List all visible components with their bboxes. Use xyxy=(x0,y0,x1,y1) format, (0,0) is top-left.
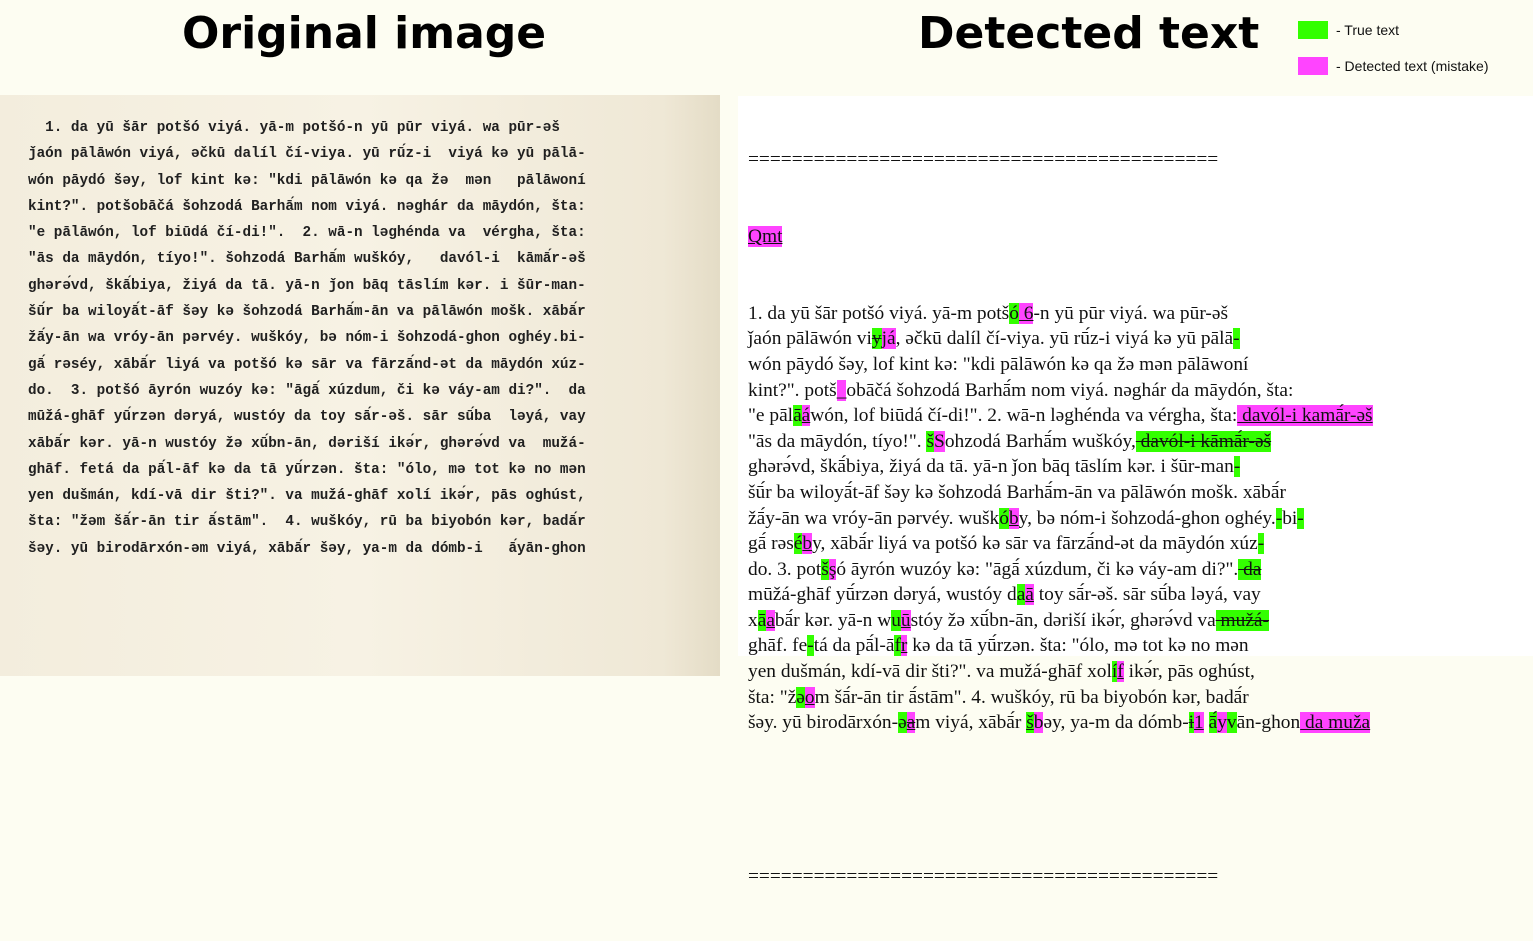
mistake-highlight: da muža xyxy=(1300,712,1371,734)
text-segment: , əčkū dalíl čí-viya. yū rū́z-i viyá kə yū pālā xyxy=(895,328,1234,350)
separator-top: =========================================== xyxy=(748,149,1219,171)
mistake-highlight: á xyxy=(801,405,811,427)
detected-line xyxy=(748,608,1528,634)
detected-text-body xyxy=(748,96,1528,941)
true-text-highlight: a xyxy=(1016,584,1026,606)
text-segment: obāčá šohzodá Barhā́m nom viyá. nəghár da māydón, šta: xyxy=(846,379,1294,401)
legend-true-label: - True text xyxy=(1336,22,1400,38)
detected-text-panel xyxy=(738,96,1533,887)
text-segment: wón pāydó šəy, lof kint kə: "kdi pālāwón kə qa žə mən pālāwoní xyxy=(748,353,1249,375)
original-scan-image xyxy=(0,95,720,676)
mistake-highlight: o xyxy=(804,686,815,708)
text-segment: x xyxy=(748,609,758,631)
detected-line xyxy=(748,710,1528,736)
mistake-highlight: S xyxy=(934,430,945,452)
true-text-highlight: y xyxy=(871,328,882,350)
mistake-highlight: 1 xyxy=(1194,712,1204,734)
original-line: do. 3. potšó āyrón wuzóy kə: "āgā́ xúzdum, či kə váy-am di?". da xyxy=(28,382,586,399)
true-text-highlight: davól-i kāmā́r-əš xyxy=(1135,430,1272,452)
true-text-highlight: é xyxy=(793,533,803,555)
true-text-highlight: ā́ xyxy=(1208,712,1218,734)
true-text-highlight: ó xyxy=(999,507,1009,529)
legend-true-swatch xyxy=(1298,21,1328,39)
text-segment: yen dušmán, kdí-vā dir šti?". va mužá-ghāf xol xyxy=(748,661,1112,683)
detected-header: Qmt xyxy=(748,225,783,247)
text-segment: wón, lof biūdá čí-di!". 2. wā-n ləghénda va vérgha, šta: xyxy=(810,405,1238,427)
legend-mistake-text xyxy=(1298,57,1489,75)
detected-line xyxy=(748,531,1528,557)
text-segment: bi xyxy=(1282,507,1298,529)
true-text-highlight: - xyxy=(1233,328,1240,350)
text-segment: ǰaón pālāwón vi xyxy=(748,328,872,350)
mistake-highlight: b xyxy=(1008,507,1019,529)
legend-mistake-label: - Detected text (mistake) xyxy=(1336,58,1489,74)
original-line: xābā́r kər. yā-n wustóy žə xū́bn-ān, dəriší ikə́r, ghərə́vd va mužá- xyxy=(28,435,586,452)
original-line: mūžá-ghāf yū́rzən dəryá, wustóy da toy sā́r-əš. sār sū́ba ləyá, vay xyxy=(28,409,586,426)
true-text-highlight: i xyxy=(1188,712,1195,734)
detected-line xyxy=(748,378,1528,404)
detected-line xyxy=(748,582,1528,608)
text-segment: "e pāl xyxy=(748,405,794,427)
original-line: šta: "žəm šā́r-ān tir ā́stām". 4. wuškóy, rū ba biyobón kər, badā́r xyxy=(28,514,586,531)
true-text-highlight: mužá- xyxy=(1215,609,1269,631)
detected-line xyxy=(748,685,1528,711)
original-line: ghərə́vd, škā́biya, žiyá da tā. yā-n ǰon bāq tāslím kər. i šūr-man- xyxy=(28,277,586,294)
text-segment: 1. da yū šār potšó viyá. yā-m potš xyxy=(748,302,1010,324)
true-text-highlight: ó xyxy=(1009,302,1019,324)
text-segment: bā́r kər. yā-n w xyxy=(774,609,892,631)
mistake-highlight: b xyxy=(1033,712,1044,734)
original-line: gā́ rəséy, xābā́r liyá va potšó kə sār va fārzā́nd-ət da māydón xúz- xyxy=(28,356,586,373)
header-line xyxy=(748,224,1528,250)
true-text-highlight: u xyxy=(891,609,901,631)
mistake-highlight: y xyxy=(1217,712,1227,734)
mistake-highlight: ş xyxy=(828,558,837,580)
original-line: ǰaón pālāwón viyá, əčkū dalíl čí-viya. yū rū́z-i viyá kə yū pālā- xyxy=(28,146,586,163)
true-text-highlight: í xyxy=(1111,661,1118,683)
mistake-highlight: f xyxy=(1117,661,1124,683)
true-text-highlight: da xyxy=(1238,558,1262,580)
true-text-highlight: f xyxy=(894,635,901,657)
text-segment: "ās da māydón, tíyo!". xyxy=(748,430,927,452)
text-segment: ghāf. fe xyxy=(748,635,808,657)
original-line: šū́r ba wiloyā́t-āf šəy kə šohzodá Barhā́m-ān va pālāwón mošk. xābā́r xyxy=(28,304,586,321)
original-line: šəy. yū birodārxón-əm viyá, xābā́r šəy, ya-m da dómb-i ā́yān-ghon xyxy=(28,540,586,557)
text-segment: ghərə́vd, škā́biya, žiyá da tā. yā-n ǰon bāq tāslím kər. i šūr-man xyxy=(748,456,1234,478)
text-segment: šta: "ž xyxy=(748,686,797,708)
mistake-highlight: já xyxy=(881,328,896,350)
original-line: yen dušmán, kdí-vā dir šti?". va mužá-ghāf xolí ikə́r, pās oghúst, xyxy=(28,488,586,505)
detected-line xyxy=(748,301,1528,327)
original-image-title: Original image xyxy=(182,8,547,59)
mistake-highlight: b xyxy=(802,533,813,555)
true-text-highlight: - xyxy=(1257,533,1265,555)
text-segment: gā́ rəs xyxy=(748,533,794,555)
text-segment: toy sā́r-əš. sār sū́ba ləyá, vay xyxy=(1033,584,1261,606)
true-text-highlight: š xyxy=(1026,712,1034,734)
text-segment: kint?". potš xyxy=(748,379,837,401)
text-segment: tá da pā́l-ā xyxy=(813,635,895,657)
original-line: kint?". potšobāčá šohzodá Barhā́m nom viyá. nəghár da māydón, šta: xyxy=(28,198,586,215)
text-segment: šəy. yū birodārxón- xyxy=(748,712,899,734)
detected-text-title: Detected text xyxy=(918,8,1260,59)
true-text-highlight: - xyxy=(1233,456,1241,478)
separator-bottom: =========================================== xyxy=(748,865,1219,887)
text-segment: stóy žə xū́bn-ān, dəriší ikə́r, ghərə́vd va xyxy=(910,609,1216,631)
text-segment: y, bə nóm-i šohzodá-ghon oghéy. xyxy=(1018,507,1276,529)
mistake-highlight: ū xyxy=(900,609,911,631)
mistake-highlight: a xyxy=(906,712,916,734)
text-segment: kə da tā yū́rzən. šta: "ólo, mə tot kə no mən xyxy=(907,635,1249,657)
text-segment xyxy=(1204,712,1209,733)
text-segment: mūžá-ghāf yū́rzən dəryá, wustóy d xyxy=(748,584,1017,606)
original-line: "ās da māydón, tíyo!". šohzodá Barhā́m wuškóy, davól-i kāmā́r-əš xyxy=(28,251,586,268)
text-segment: šū́r ba wiloyā́t-āf šəy kə šohzodá Barhā́m-ān va pālāwón mošk. xābā́r xyxy=(748,481,1286,503)
detected-line xyxy=(748,506,1528,532)
original-scan-text xyxy=(28,115,718,562)
detected-line xyxy=(748,352,1528,378)
text-segment: žā́y-ān wa vróy-ān pərvéy. wušk xyxy=(748,507,1000,529)
text-segment: m viyá, xābā́r xyxy=(915,712,1027,734)
true-text-highlight: ā xyxy=(757,609,767,631)
original-line: žā́y-ān wa vróy-ān pərvéy. wuškóy, bə nóm-i šohzodá-ghon oghéy.bi- xyxy=(28,330,586,347)
detected-line xyxy=(748,633,1528,659)
detected-line xyxy=(748,429,1528,455)
true-text-highlight: - xyxy=(1297,507,1304,529)
detected-lines xyxy=(748,301,1528,736)
true-text-highlight: - xyxy=(807,635,814,657)
text-segment: y, xābā́r liyá va potšó kə sār va fārzā́nd-ət da māydón xúz xyxy=(812,533,1258,555)
mistake-highlight: 6 xyxy=(1018,302,1034,324)
original-line: 1. da yū šār potšó viyá. yā-m potšó-n yū pūr viyá. wa pūr-əš xyxy=(28,120,560,136)
true-text-highlight: š xyxy=(926,430,935,452)
detected-line xyxy=(748,557,1528,583)
text-segment: ikə́r, pās oghúst, xyxy=(1123,661,1255,683)
mistake-highlight: r xyxy=(900,635,908,657)
true-text-highlight: ā xyxy=(793,405,802,427)
detected-line xyxy=(748,480,1528,506)
true-text-highlight: š xyxy=(821,558,829,580)
legend-mistake-swatch xyxy=(1298,57,1328,75)
legend-true-text xyxy=(1298,21,1399,39)
text-segment: ó āyrón wuzóy kə: "āgā́ xúzdum, či kə váy-am di?". xyxy=(836,558,1239,580)
original-line: ghāf. fetá da pā́l-āf kə da tā yū́rzən. šta: "ólo, mə tot kə no mən xyxy=(28,461,586,478)
detected-line xyxy=(748,326,1528,352)
detected-line xyxy=(748,454,1528,480)
text-segment: ohzodá Barhā́m wuškóy, xyxy=(944,430,1136,452)
mistake-highlight: a xyxy=(766,609,775,631)
text-segment: ān-ghon xyxy=(1236,712,1301,734)
true-text-highlight: ə xyxy=(898,712,907,734)
true-text-highlight: v xyxy=(1226,712,1237,734)
text-segment: əy, ya-m da dómb- xyxy=(1043,712,1189,734)
detected-line xyxy=(748,403,1528,429)
text-segment: do. 3. pot xyxy=(748,558,822,580)
original-line: wón pāydó šəy, lof kint kə: "kdi pālāwón kə qa žə mən pālāwoní xyxy=(28,172,586,189)
blank-line xyxy=(748,787,1528,813)
true-text-highlight: - xyxy=(1275,507,1283,529)
text-segment: m šā́r-ān tir ā́stām". 4. wuškóy, rū ba biyobón kər, badā́r xyxy=(814,686,1249,708)
original-line: "e pālāwón, lof biūdá čí-di!". 2. wā-n ləghénda va vérgha, šta: xyxy=(28,225,586,242)
detected-line xyxy=(748,659,1528,685)
true-text-highlight: ə xyxy=(796,686,805,708)
mistake-highlight: davól-i kamā́r-əš xyxy=(1237,405,1373,427)
mistake-highlight: ā xyxy=(1025,584,1034,606)
text-segment: -n yū pūr viyá. wa pūr-əš xyxy=(1033,302,1228,324)
mistake-highlight: _ xyxy=(836,379,847,401)
